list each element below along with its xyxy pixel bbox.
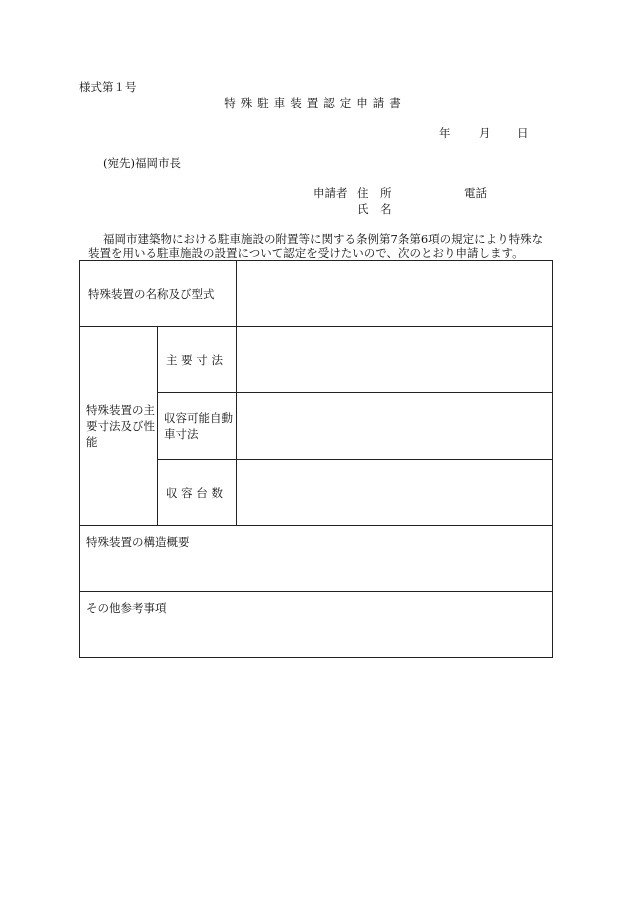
table-row [80,327,553,393]
application-table [79,260,553,658]
main-dims-field[interactable] [237,327,553,393]
date-month: 月 [479,126,491,140]
date-day: 日 [517,126,529,140]
name-label: 氏 名 [357,202,392,216]
addressee: (宛先)福岡市長 [103,156,181,170]
form-number: 様式第１号 [79,80,137,94]
name-model-field[interactable] [237,261,553,327]
dims-group-label: 特殊装置の主要寸法及び性能 [80,327,158,526]
structure-label[interactable]: 特殊装置の構造概要 [80,526,553,592]
other-label[interactable]: その他参考事項 [80,592,553,658]
intro-paragraph: 福岡市建築物における駐車施設の附置等に関する条例第7条第6項の規定により特殊な装置を用いる駐車施設の設置について認定を受けたいので、次のとおり申請します。 [88,232,544,260]
address-label: 住 所 [357,186,392,200]
date-year: 年 [439,126,451,140]
car-dims-label: 収容可能自動車寸法 [158,393,237,460]
table-row [80,526,553,592]
phone-label: 電話 [464,186,487,200]
name-model-label: 特殊装置の名称及び型式 [80,261,237,327]
applicant-label: 申請者 [313,186,348,200]
main-dims-label: 主 要 寸 法 [158,327,237,393]
table-row [80,261,553,327]
car-dims-field[interactable] [237,393,553,460]
date-line [439,125,529,141]
capacity-field[interactable] [237,460,553,526]
capacity-label: 収 容 台 数 [158,460,237,526]
document-title: 特殊駐車装置認定申請書 [224,96,406,110]
table-row [80,592,553,658]
